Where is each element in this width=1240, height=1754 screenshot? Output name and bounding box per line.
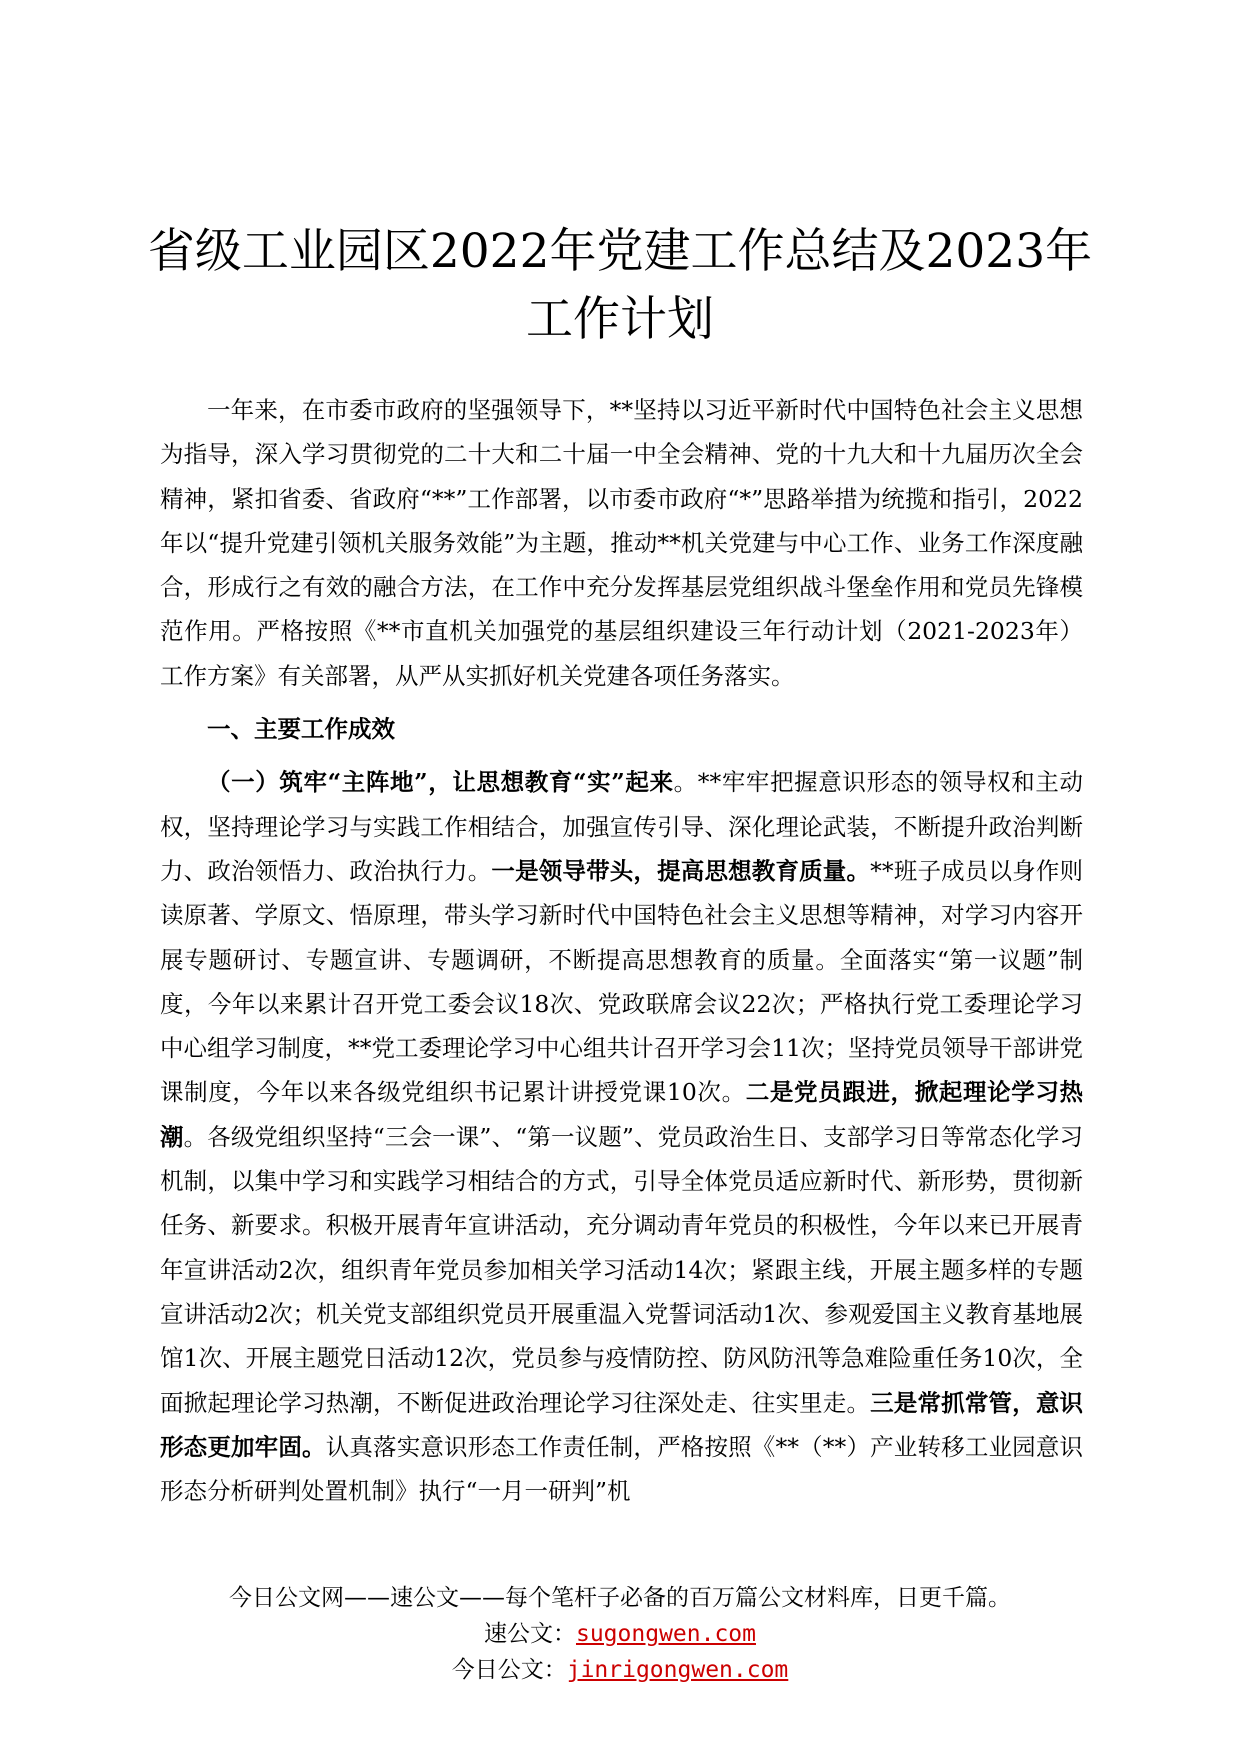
footer: [120, 1580, 1120, 1688]
section-paragraph: [160, 760, 1083, 1513]
subsection-lead: （一）筑牢“主阵地”，让思想教育“实”起来: [207, 768, 674, 797]
jinrigongwen-link[interactable]: jinrigongwen.com: [566, 1657, 789, 1683]
title-line-2: 工作计划: [526, 292, 714, 347]
paragraph-text: 。**牢牢把握意识形态的领导权和主动权，坚持理论学习与实践工作相结合，加强宣传引导、深化理论武装，不断提升政治判断力、政治领悟力、政治执行力。: [160, 768, 1083, 885]
footer-slogan: 今日公文网——速公文——每个笔杆子必备的百万篇公文材料库，日更千篇。: [229, 1585, 1011, 1611]
section-heading: 一、主要工作成效: [207, 715, 395, 744]
footer-line-3: [120, 1652, 1120, 1688]
document-title: [120, 218, 1120, 354]
paragraph-text: 。各级党组织坚持“三会一课”、“第一议题”、党员政治生日、支部学习日等常态化学习机制，以集中学习和实践学习相结合的方式，引导全体党员适应新时代、新形势，贯彻新任务、新要求。积极开展青年宣讲活动，充分调动青年党员的积极性，今年以来已开展青年宣讲活动2次，组织青年党员参加相关学习活动14次；紧跟主线，开展主题多样的专题宣讲活动2次；机关党支部组织党员开展重温入党誓词活动1次、参观爱国主义教育基地展馆1次、开展主题党日活动12次，党员参与疫情防控、防风防汛等急难险重任务10次，全面掀起理论学习热潮，不断促进政治理论学习往深处走、往实里走。: [160, 1122, 1083, 1417]
bold-point-3: 三是常抓常管，意识形态更加牢固。: [160, 1388, 1084, 1461]
intro-paragraph: 一年来，在市委市政府的坚强领导下，**坚持以习近平新时代中国特色社会主义思想为指导，深入学习贯彻党的二十大和二十届一中全会精神、党的十九大和十九届历次全会精神，紧扣省委、省政府“**”工作部署，以市委市政府“*”思路举措为统揽和指引，2022年以“提升党建引领机关服务效能”为主题，推动**机关党建与中心工作、业务工作深度融合，形成行之有效的融合方法，在工作中充分发挥基层党组织战斗堡垒作用和党员先锋模范作用。严格按照《**市直机关加强党的基层组织建设三年行动计划（2021-2023年）工作方案》有关部署，从严从实抓好机关党建各项任务落实。: [160, 396, 1083, 690]
title-line-1: 省级工业园区2022年党建工作总结及2023年: [147, 224, 1093, 279]
footer-line-2: [120, 1616, 1120, 1652]
footer-label: 今日公文：: [451, 1657, 567, 1683]
paragraph-text: 认真落实意识形态工作责任制，严格按照《**（**）产业转移工业园意识形态分析研判处置机制》执行“一月一研判”机: [160, 1432, 1084, 1506]
sugongwen-link[interactable]: sugongwen.com: [575, 1621, 756, 1647]
bold-point-2: 二是党员跟进，掀起理论学习热潮: [160, 1078, 1084, 1151]
paragraph-text: **班子成员以身作则读原著、学原文、悟原理，带头学习新时代中国特色社会主义思想等精神，对学习内容开展专题研讨、专题宣讲、专题调研，不断提高思想教育的质量。全面落实“第一议题”制度，今年以来累计召开党工委会议18次、党政联席会议22次；严格执行党工委理论学习中心组学习制度，**党工委理论学习中心组共计召开学习会11次；坚持党员领导干部讲党课制度，今年以来各级党组织书记累计讲授党课10次。: [160, 856, 1084, 1107]
footer-label: 速公文：: [483, 1621, 576, 1647]
document-body: [160, 388, 1083, 1513]
bold-point-1: 一是领导带头，提高思想教育质量。: [491, 856, 871, 885]
